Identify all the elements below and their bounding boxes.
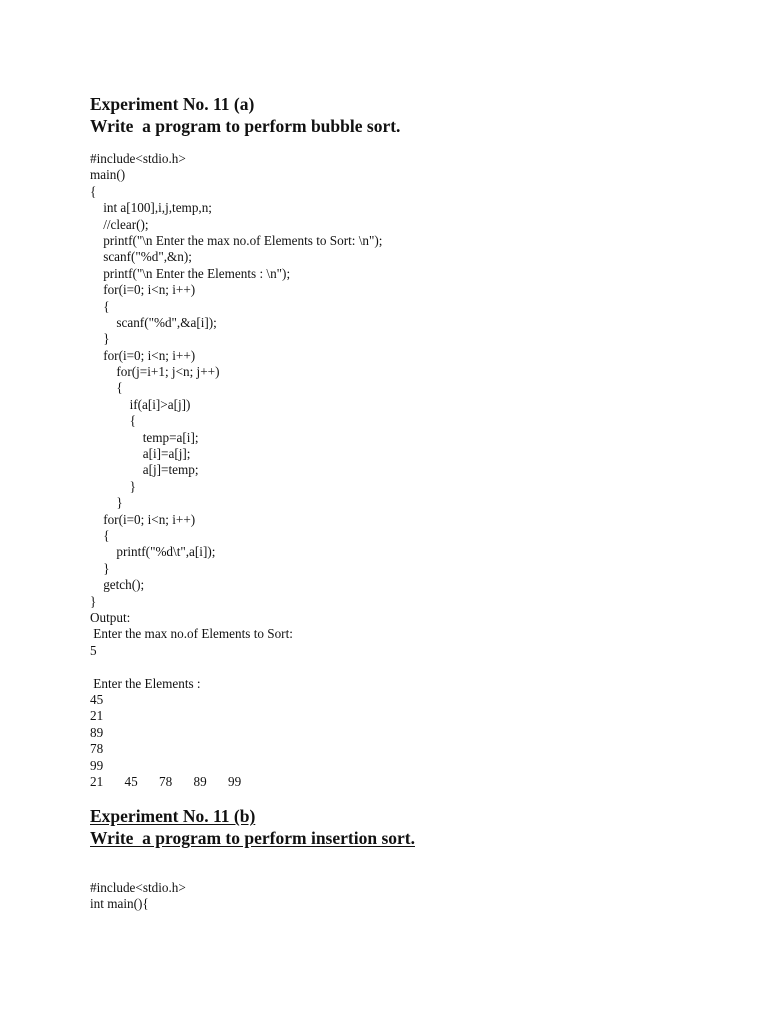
output-line: Enter the Elements : <box>90 675 201 691</box>
code-line: } <box>90 478 136 494</box>
output-line: 99 <box>90 757 104 773</box>
code-line: printf("\n Enter the max no.of Elements to Sort: \n"); <box>90 232 383 248</box>
code-line: scanf("%d",&n); <box>90 249 192 265</box>
sorted-value: 99 <box>228 773 242 789</box>
code-line: { <box>90 413 136 429</box>
code-line: if(a[i]>a[j]) <box>90 396 191 412</box>
code-line: { <box>90 183 97 199</box>
code-line: temp=a[i]; <box>90 429 199 445</box>
code-line: getch(); <box>90 577 145 593</box>
output-line: Enter the max no.of Elements to Sort: <box>90 626 293 642</box>
code-line: #include<stdio.h> <box>90 880 186 895</box>
code-line: int a[100],i,j,temp,n; <box>90 200 212 216</box>
code-line: for(j=i+1; j<n; j++) <box>90 364 220 380</box>
code-line: } <box>90 331 110 347</box>
sorted-value: 21 <box>90 773 104 789</box>
code-line: { <box>90 527 110 543</box>
output-line: 78 <box>90 741 104 757</box>
code-line: scanf("%d",&a[i]); <box>90 314 217 330</box>
sorted-value: 78 <box>159 773 173 789</box>
code-line: for(i=0; i<n; i++) <box>90 282 196 298</box>
output-line: 89 <box>90 724 104 740</box>
code-line: //clear(); <box>90 216 149 232</box>
code-line: a[j]=temp; <box>90 462 199 478</box>
section-a-subtitle: Write a program to perform bubble sort. <box>90 116 401 136</box>
code-line: } <box>90 495 123 511</box>
section-a-title: Experiment No. 11 (a) <box>90 94 255 114</box>
code-line: #include<stdio.h> <box>90 151 186 166</box>
section-a-output-block <box>90 610 293 790</box>
section-b-code-block <box>90 880 186 913</box>
code-line: { <box>90 380 123 396</box>
output-line: 21 <box>90 708 104 724</box>
code-line: { <box>90 298 110 314</box>
code-line: for(i=0; i<n; i++) <box>90 511 196 527</box>
code-line: } <box>90 560 110 576</box>
sorted-output-row <box>90 774 293 790</box>
section-b-title: Experiment No. 11 (b) <box>90 806 256 826</box>
code-line: } <box>90 593 97 609</box>
code-line: printf("%d\t",a[i]); <box>90 544 216 560</box>
code-line: printf("\n Enter the Elements : \n"); <box>90 265 291 281</box>
output-line: 45 <box>90 691 104 707</box>
code-line: for(i=0; i<n; i++) <box>90 347 196 363</box>
output-line: 5 <box>90 642 97 658</box>
code-line: a[i]=a[j]; <box>90 446 191 462</box>
output-line <box>90 659 293 675</box>
code-line: main() <box>90 167 126 183</box>
sorted-value: 45 <box>124 773 138 789</box>
code-line: int main(){ <box>90 896 149 912</box>
section-b-subtitle: Write a program to perform insertion sort. <box>90 828 415 848</box>
section-a-code-block <box>90 151 382 610</box>
sorted-value: 89 <box>193 773 207 789</box>
output-label: Output: <box>90 610 131 625</box>
